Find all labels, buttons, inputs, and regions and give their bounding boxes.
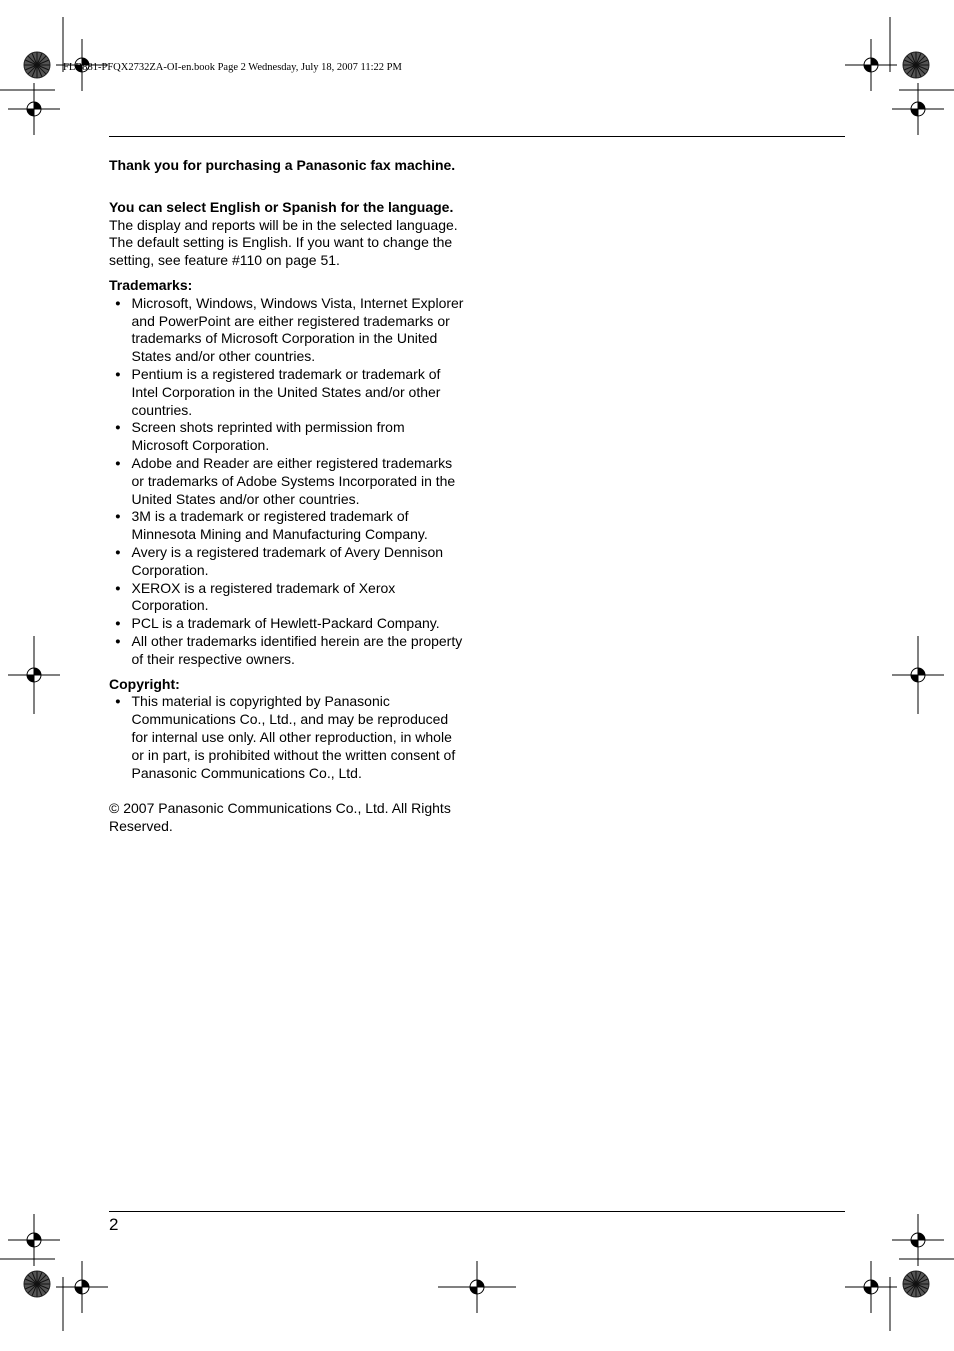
list-item: ● Microsoft, Windows, Windows Vista, Internet Explorer and PowerPoint are either registered trademarks or trademarks of Microsoft Corporation in the United States and/or other countries. [109, 295, 465, 366]
registration-crosshair-icon [845, 1261, 897, 1313]
registration-crosshair-icon [845, 39, 897, 91]
trademarks-heading: Trademarks: [109, 276, 193, 293]
registration-starburst-icon [24, 1271, 50, 1297]
list-item: ● Adobe and Reader are either registered trademarks or trademarks of Adobe Systems Incorporated in the United States and/or other countries. [109, 455, 465, 508]
spacer [109, 669, 465, 676]
registration-starburst-icon [24, 52, 50, 78]
language-heading: You can select English or Spanish for the language. [109, 198, 454, 215]
registration-crosshair-icon [892, 83, 944, 135]
language-body: The display and reports will be in the selected language. The default setting is English. If you want to change the setting, see feature #110 on page 51. [109, 216, 458, 269]
trademarks-list [109, 295, 465, 669]
registration-starburst-icon [903, 52, 929, 78]
bottom-rule [109, 1211, 845, 1212]
main-content [109, 157, 465, 836]
copyright-list [109, 693, 465, 782]
registration-crosshair-icon [8, 1214, 60, 1266]
page-number: 2 [109, 1215, 119, 1234]
list-item: ● Avery is a registered trademark of Avery Dennison Corporation. [109, 544, 465, 580]
copyright-heading: Copyright: [109, 675, 180, 692]
list-item: ● All other trademarks identified herein are the property of their respective owners. [109, 633, 465, 669]
list-item: ● 3M is a trademark or registered trademark of Minnesota Mining and Manufacturing Company. [109, 508, 465, 544]
spacer [109, 782, 465, 800]
list-item: ● This material is copyrighted by Panasonic Communications Co., Ltd., and may be reproduced for internal use only. All other reproduction, in whole or in part, is prohibited without the written consent of Panasonic Communications Co., Ltd. [109, 693, 465, 782]
registration-crosshair-icon [56, 1261, 108, 1313]
spacer [109, 270, 465, 277]
print-info-header: FLB881-PFQX2732ZA-OI-en.book Page 2 Wednesday, July 18, 2007 11:22 PM [63, 62, 402, 73]
copyright-notice: © 2007 Panasonic Communications Co., Ltd. All Rights Reserved. [109, 800, 451, 835]
top-rule [109, 136, 845, 137]
registration-crosshair-icon [8, 83, 60, 135]
thanks-text: Thank you for purchasing a Panasonic fax machine. [109, 157, 456, 173]
registration-starburst-icon [903, 1271, 929, 1297]
list-item: ● Pentium is a registered trademark or trademark of Intel Corporation in the United States and/or other countries. [109, 366, 465, 419]
spacer [109, 175, 465, 199]
registration-crosshair-icon [892, 1214, 944, 1266]
list-item: ● PCL is a trademark of Hewlett-Packard Company. [109, 615, 465, 633]
list-item: ● XEROX is a registered trademark of Xerox Corporation. [109, 580, 465, 616]
list-item: ● Screen shots reprinted with permission from Microsoft Corporation. [109, 419, 465, 455]
